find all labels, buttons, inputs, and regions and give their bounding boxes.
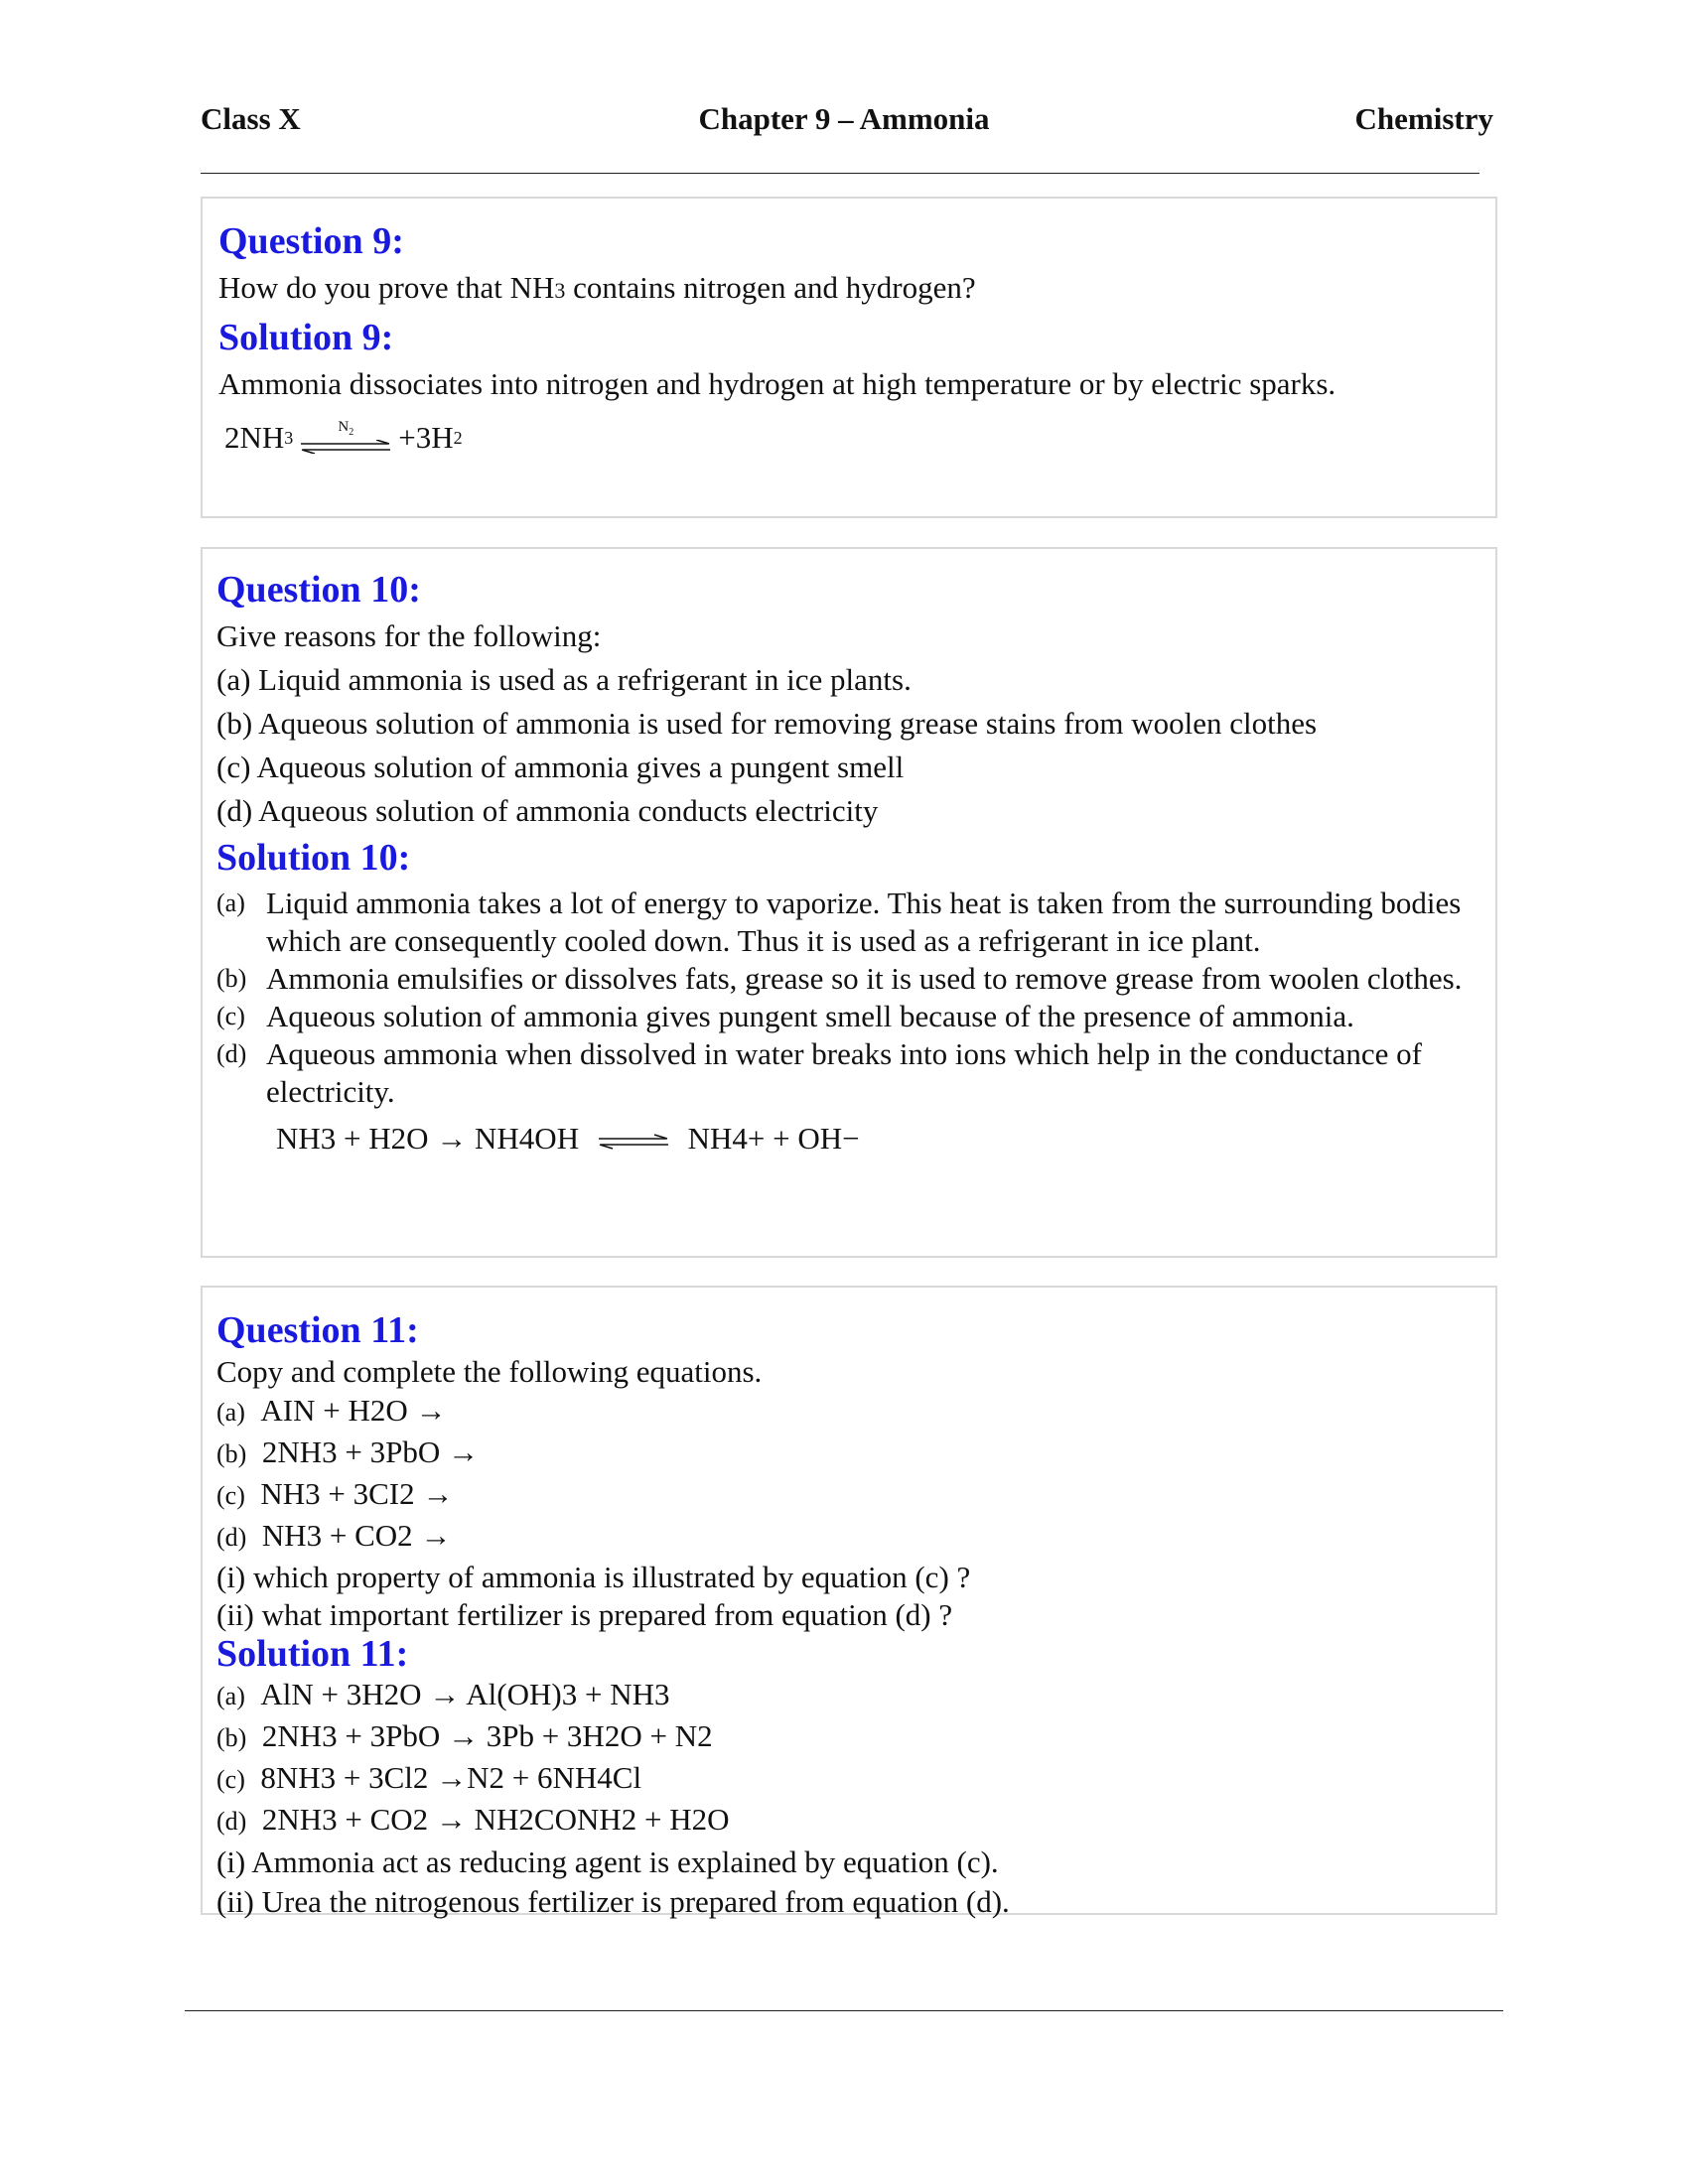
solution-9-equation [218, 416, 1479, 460]
solution-10-item-d-label: (d) [216, 1039, 247, 1068]
question-11-eq-b-label: (b) [216, 1439, 247, 1468]
eq9-left-sub: 3 [284, 428, 294, 448]
solution-11-ans-a-text: AlN + 3H2O → Al(OH)3 + NH3 [260, 1677, 670, 1711]
solution-10-item-d-text: Aqueous ammonia when dissolved in water breaks into ions which help in the conductance of electricity. [266, 1036, 1422, 1109]
solution-10-item-c-text: Aqueous solution of ammonia gives pungent smell because of the presence of ammonia. [266, 999, 1354, 1033]
eq10-right: NH4+ + OH− [687, 1121, 860, 1156]
solution-11-note-i: (i) Ammonia act as reducing agent is explained by equation (c). [216, 1844, 999, 1879]
solution-9-heading: Solution 9: [218, 317, 394, 358]
solution-10-heading: Solution 10: [216, 837, 411, 879]
question-11-eq-a [216, 1391, 1481, 1433]
solution-11-heading: Solution 11: [216, 1633, 409, 1675]
question-10-card [201, 547, 1497, 1258]
solution-10-item-d [216, 1035, 1481, 1111]
solution-10-item-c [216, 998, 1481, 1035]
solution-10-item-c-label: (c) [216, 1002, 245, 1030]
question-11-eq-c-text: NH3 + 3CI2 → [260, 1476, 454, 1511]
question-11-card [201, 1286, 1497, 1919]
eq9-right: +3H [398, 420, 454, 455]
question-9-card [201, 197, 1497, 518]
solution-11-ans-b-label: (b) [216, 1723, 247, 1752]
question-11-eq-a-label: (a) [216, 1398, 245, 1427]
solution-11-ans-a [216, 1675, 1481, 1716]
solution-11-note-ii: (ii) Urea the nitrogenous fertilizer is prepared from equation (d). [216, 1884, 1010, 1919]
solution-10-equation [216, 1117, 1481, 1160]
question-11-subq-ii: (ii) what important fertilizer is prepared from equation (d) ? [216, 1597, 953, 1632]
question-11-eq-b-text: 2NH3 + 3PbO → [261, 1434, 479, 1469]
question-11-eq-d-text: NH3 + CO2 → [261, 1518, 452, 1553]
equilibrium-arrow-icon [299, 440, 392, 454]
eq9-right-sub: 2 [453, 428, 463, 448]
header-chapter-title: Chapter 9 – Ammonia [698, 101, 990, 136]
solution-11-ans-d [216, 1800, 1481, 1842]
question-9-text-sub: 3 [554, 278, 566, 303]
question-11-heading: Question 11: [216, 1309, 419, 1351]
question-10-heading: Question 10: [216, 569, 421, 611]
question-11-subq-i: (i) which property of ammonia is illustrated by equation (c) ? [216, 1560, 971, 1594]
question-10-item-b: (b) Aqueous solution of ammonia is used for removing grease stains from woolen clothes [216, 706, 1318, 741]
question-11-eq-b [216, 1433, 1481, 1474]
question-11-eq-c-label: (c) [216, 1481, 245, 1510]
question-10-list [216, 614, 1481, 833]
question-10-item-d: (d) Aqueous solution of ammonia conducts electricity [216, 793, 879, 828]
solution-11-ans-b-text: 2NH3 + 3PbO → 3Pb + 3H2O + N2 [261, 1718, 713, 1753]
header-divider [201, 173, 1479, 174]
solution-10-item-a [216, 885, 1481, 960]
question-11-eq-d-label: (d) [216, 1523, 247, 1552]
question-10-item-a: (a) Liquid ammonia is used as a refrigerant in ice plants. [216, 662, 912, 697]
solution-11-ans-d-text: 2NH3 + CO2 → NH2CONH2 + H2O [261, 1802, 730, 1837]
solution-11-ans-c [216, 1758, 1481, 1800]
question-9-text-post: contains nitrogen and hydrogen? [565, 270, 976, 305]
eq9-condition-sub: 2 [349, 427, 354, 438]
solution-10-item-b-label: (b) [216, 964, 247, 993]
question-11-intro: Copy and complete the following equations. [216, 1354, 763, 1389]
solution-11-ans-a-label: (a) [216, 1682, 245, 1710]
solution-9-text: Ammonia dissociates into nitrogen and hydrogen at high temperature or by electric sparks. [218, 366, 1336, 401]
eq9-condition: N [338, 419, 350, 435]
solution-11-answers [216, 1675, 1481, 1921]
footer-divider [185, 2010, 1503, 2011]
question-9-text [218, 266, 1479, 313]
question-11-eq-a-text: AIN + H2O → [260, 1393, 447, 1428]
question-9-text-pre: How do you prove that NH [218, 270, 555, 305]
solution-10-item-a-label: (a) [216, 888, 245, 917]
question-10-intro: Give reasons for the following: [216, 618, 602, 653]
eq9-reversible-arrow [299, 420, 392, 454]
header-class: Class X [201, 101, 301, 136]
header-subject: Chemistry [1354, 101, 1493, 136]
eq10-left: NH3 + H2O → NH4OH [276, 1121, 580, 1156]
solution-10-item-b-text: Ammonia emulsifies or dissolves fats, grease so it is used to remove grease from woolen clothes. [266, 961, 1463, 996]
equilibrium-arrow-icon [597, 1134, 670, 1150]
question-11-eq-c [216, 1474, 1481, 1516]
solution-11-ans-d-label: (d) [216, 1807, 247, 1836]
solution-10-list [216, 885, 1481, 1111]
question-11-equations [216, 1391, 1481, 1633]
question-9-heading: Question 9: [218, 220, 404, 262]
solution-10-item-b [216, 960, 1481, 998]
eq9-left: 2NH [224, 420, 285, 455]
solution-11-ans-b [216, 1716, 1481, 1758]
solution-10-item-a-text: Liquid ammonia takes a lot of energy to vaporize. This heat is taken from the surrounding bodies which are consequently cooled down. Thus it is used as a refrigerant in ice plant. [266, 886, 1462, 958]
solution-11-ans-c-label: (c) [216, 1765, 245, 1794]
question-11-eq-d [216, 1516, 1481, 1558]
question-10-item-c: (c) Aqueous solution of ammonia gives a pungent smell [216, 750, 905, 784]
solution-11-ans-c-text: 8NH3 + 3Cl2 →N2 + 6NH4Cl [260, 1760, 642, 1795]
